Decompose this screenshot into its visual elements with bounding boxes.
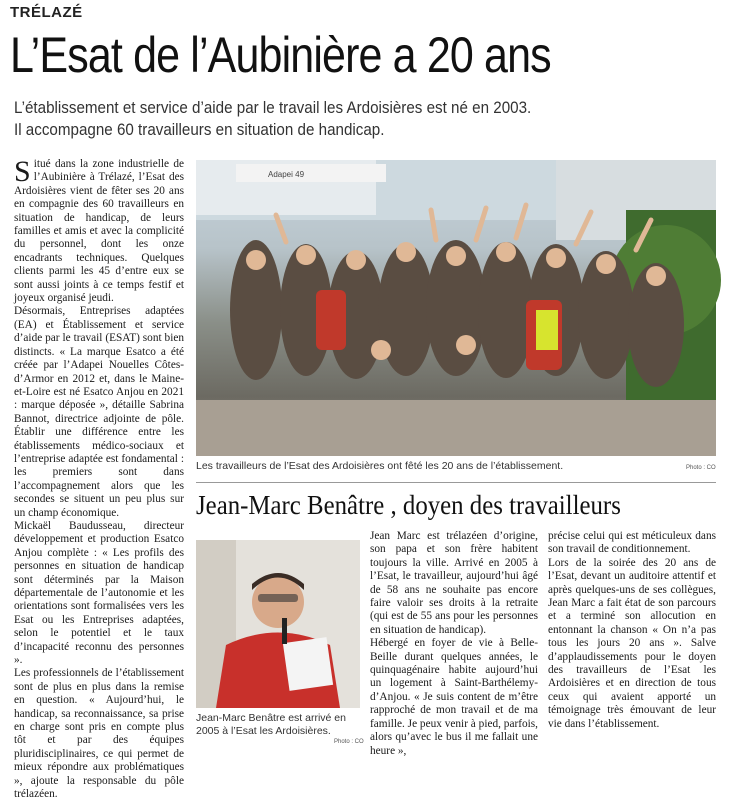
headline: L’Esat de l’Aubinière a 20 ans bbox=[10, 27, 551, 83]
deck bbox=[14, 97, 734, 141]
article-column-4 bbox=[548, 530, 716, 752]
photo-credit: Photo : CO bbox=[686, 465, 716, 471]
portrait-photo bbox=[196, 540, 360, 708]
group-photo-illustration bbox=[196, 160, 716, 456]
paragraph: précise celui qui est méticuleux dans son travail de conditionnement. bbox=[548, 530, 716, 556]
deck-line-2: Il accompagne 60 travailleurs en situation de handicap. bbox=[14, 121, 385, 139]
article-column-1 bbox=[14, 155, 184, 801]
paragraph: Hébergé en foyer de vie à Belle-Beille durant quelques années, le quinquagénaire habite aujourd’hui un logement à Saint-Barthélemy-d’Anjou. « Je suis content de m’être rapproché de mon travail et de ma famille. Je peux venir à pied, parfois, alors qu’avec le bus il me fallait une heure », bbox=[370, 637, 538, 757]
deck-line-1: L’établissement et service d’aide par le travail les Ardoisières est né en 2003. bbox=[14, 99, 532, 117]
subheadline: Jean-Marc Benâtre , doyen des travailleurs bbox=[196, 490, 621, 520]
paragraph: Lors de la soirée des 20 ans de l’Esat, devant un auditoire attentif et après quelques-uns de ses collègues, Jean Marc a fait état de son parcours et a terminé son allocution en entonnant la chanson « On n’a pas tous les jours 20 ans ». Salve d’applaudissements pour le doyen des travailleurs de l’Esat les Ardoisières et en direction de tous ceux qui avaient apporté un témoignage très émouvant de leur vie dans l’établissement. bbox=[548, 556, 716, 730]
portrait-caption: Jean-Marc Benâtre est arrivé en 2005 à l’Esat les Ardoisières. bbox=[196, 712, 346, 737]
article-column-3 bbox=[370, 530, 538, 757]
paragraph: Désormais, Entreprises adaptées (EA) et Établissement et service d’aide par le travail (ESAT) sont bien distincts. « La marque Esatco a été créée par l’Adapei Nouelles Côtes-d’Armor en 2012 et, dans le Maine-et-Loire est né Esatco Anjou en 2021 : marque déposée », détaille Sabrina Bannot, directrice adjointe de pôle. Établir une différence entre les établissements médico-sociaux et l’entreprise adaptée est fondamental : les premiers sont dans l’accompagnement alors que les secondes se situent un peu plus sur un champ économique. bbox=[14, 305, 184, 519]
group-photo bbox=[196, 160, 716, 456]
section-divider bbox=[196, 482, 716, 483]
section-kicker: TRÉLAZÉ bbox=[10, 4, 83, 21]
paragraph: Les professionnels de l’établissement sont de plus en plus dans la remise en question. « Aujourd’hui, le handicap, sa reconnaissance, sa prise en charge sont pris en compte plus tôt et par des équipes pluridisciplinaires, ce qui permet de mieux répondre aux problématiques », ajoute la responsable du pôle trélazéen. bbox=[14, 667, 184, 801]
portrait-credit: Photo : CO bbox=[334, 739, 364, 745]
photo-caption: Les travailleurs de l’Esat des Ardoisières ont fêté les 20 ans de l’établissement. bbox=[196, 460, 564, 472]
portrait-photo-illustration bbox=[196, 540, 360, 708]
paragraph: Mickaël Baudusseau, directeur développement et production Esatco Anjou complète : « Les profils des personnes en situation de handicap sont déterminés par la Maison départementale de l’autonomie et les orientations sont formalisées vers les Esat ou les Entreprises adaptées, selon le potentiel et le taux d’incapacité reconnu des personnes ». bbox=[14, 519, 184, 667]
paragraph: Jean Marc est trélazéen d’origine, son papa et son frère habitent toujours la ville. Arrivé en 2005 à l’Esat, le travailleur, aujourd’hui âgé de 58 ans ne souhaite pas encore faire valoir ses droits à la retraite (qui est de 55 ans pour les personnes en situation de handicap). bbox=[370, 530, 538, 636]
sign-text: Adapei 49 bbox=[268, 170, 305, 179]
paragraph-intro: Situé dans la zone industrielle de l’Aubinière à Trélazé, l’Esat des Ardoisières vient de fêter ses 20 ans en compagnie des 60 travailleurs en situation de handicap, de leurs familles et amis et avec la complicité du personnel, dont les onze encadrants techniques. Quelques clients parmi les 45 d’entre eux se sont aussi joints à ce temps festif et joyeux organisé jeudi. bbox=[14, 155, 184, 305]
drop-cap: S bbox=[14, 155, 31, 188]
